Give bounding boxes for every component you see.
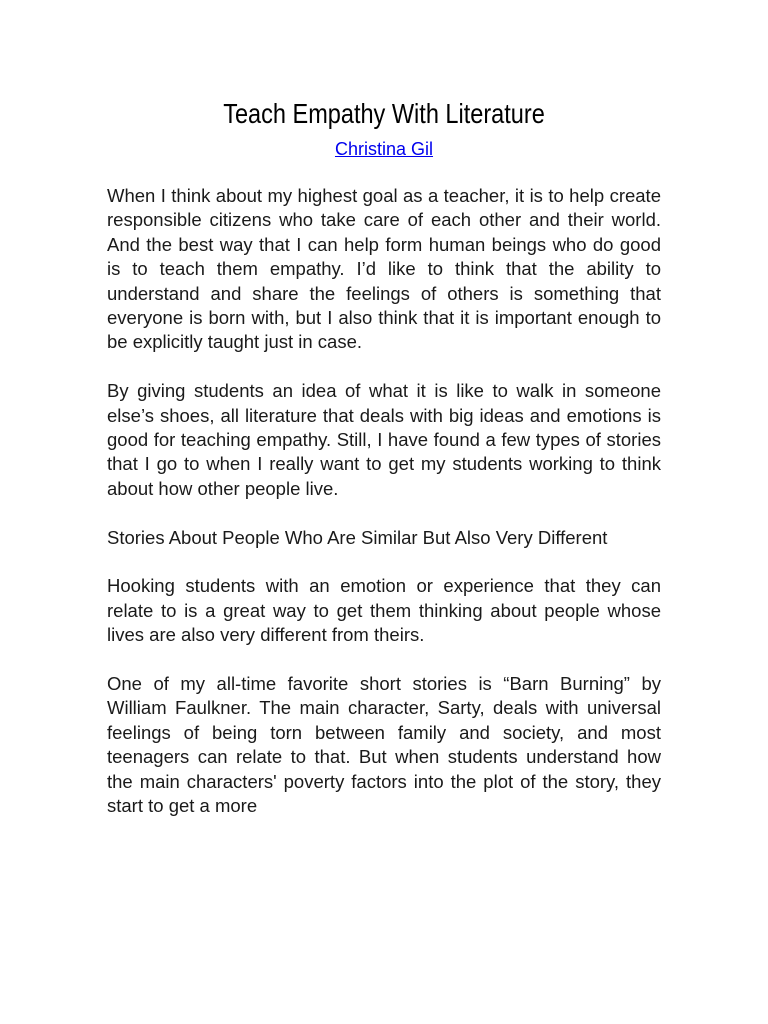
document-body <box>107 184 661 819</box>
paragraph-4: One of my all-time favorite short stories is “Barn Burning” by William Faulkner. The main character, Sarty, deals with universal feelings of being torn between family and society, and most teenagers can relate to that. But when students understand how the main characters' poverty factors into the plot of the story, they start to get a more <box>107 673 661 817</box>
document-title: Teach Empathy With Literature <box>223 98 545 129</box>
paragraph-3: Hooking students with an emotion or experience that they can relate to is a great way to get them thinking about people whose lives are also very different from theirs. <box>107 575 661 646</box>
author-link[interactable]: Christina Gil <box>334 139 434 159</box>
paragraph-2: By giving students an idea of what it is like to walk in someone else’s shoes, all literature that deals with big ideas and emotions is good for teaching empathy. Still, I have found a few types of stories that I go to when I really want to get my students working to think about how other people live. <box>107 380 661 499</box>
section-heading: Stories About People Who Are Similar But Also Very Different <box>107 526 608 548</box>
paragraph-1: When I think about my highest goal as a teacher, it is to help create responsible citizens who take care of each other and their world. And the best way that I can help form human beings who do good is to teach them empathy. I’d like to think that the ability to understand and share the feelings of others is something that everyone is born with, but I also think that it is important enough to be explicitly taught just in case. <box>107 185 661 353</box>
